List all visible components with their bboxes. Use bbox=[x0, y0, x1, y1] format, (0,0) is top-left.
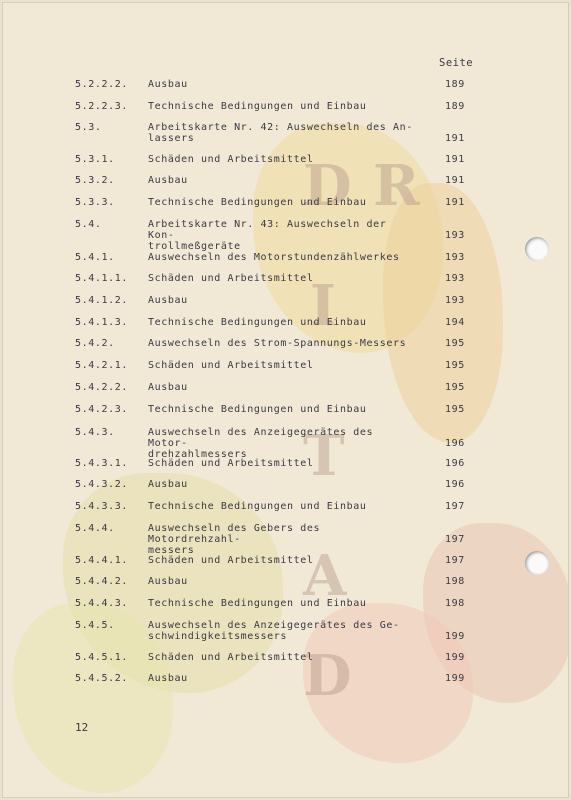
toc-entry-page: 191 bbox=[445, 133, 465, 144]
toc-entry-page: 189 bbox=[445, 101, 465, 112]
toc-entry-title: Arbeitskarte Nr. 42: Auswechseln des An- lassers bbox=[148, 122, 413, 144]
watermark-letter: T bbox=[303, 423, 345, 489]
toc-entry-page: 191 bbox=[445, 175, 465, 186]
toc-entry-page: 197 bbox=[445, 534, 465, 545]
toc-entry-title: Ausbau bbox=[148, 576, 188, 587]
toc-entry-number: 5.2.2.2. bbox=[75, 79, 128, 90]
toc-entry-title: Ausbau bbox=[148, 295, 188, 306]
toc-entry-number: 5.4. bbox=[75, 219, 102, 230]
toc-entry-page: 191 bbox=[445, 197, 465, 208]
toc-entry-title: Auswechseln des Strom-Spannungs-Messers bbox=[148, 338, 407, 349]
toc-entry-page: 193 bbox=[445, 230, 465, 241]
page-number: 12 bbox=[75, 721, 89, 734]
toc-entry-page: 197 bbox=[445, 501, 465, 512]
toc-entry-title: Ausbau bbox=[148, 382, 188, 393]
toc-entry-number: 5.3. bbox=[75, 122, 102, 133]
toc-entry-title: Technische Bedingungen und Einbau bbox=[148, 404, 367, 415]
toc-entry-title: Schäden und Arbeitsmittel bbox=[148, 652, 314, 663]
toc-entry-page: 194 bbox=[445, 317, 465, 328]
toc-entry-number: 5.4.2. bbox=[75, 338, 115, 349]
toc-entry-number: 5.4.1. bbox=[75, 252, 115, 263]
toc-entry-number: 5.4.1.3. bbox=[75, 317, 128, 328]
toc-entry-number: 5.4.1.1. bbox=[75, 273, 128, 284]
toc-entry-number: 5.4.3.2. bbox=[75, 479, 128, 490]
toc-entry-page: 195 bbox=[445, 360, 465, 371]
toc-entry-page: 195 bbox=[445, 404, 465, 415]
toc-entry-page: 195 bbox=[445, 382, 465, 393]
toc-entry-number: 5.4.3. bbox=[75, 427, 115, 438]
toc-entry-page: 193 bbox=[445, 273, 465, 284]
toc-entry-page: 189 bbox=[445, 79, 465, 90]
watermark-letter: D bbox=[303, 153, 352, 219]
toc-entry-number: 5.4.2.2. bbox=[75, 382, 128, 393]
toc-entry-page: 197 bbox=[445, 555, 465, 566]
toc-entry-number: 5.4.3.3. bbox=[75, 501, 128, 512]
toc-entry-number: 5.4.5. bbox=[75, 620, 115, 631]
toc-entry-number: 5.4.1.2. bbox=[75, 295, 128, 306]
toc-entry-number: 5.4.4.2. bbox=[75, 576, 128, 587]
toc-entry-number: 5.4.4. bbox=[75, 523, 115, 534]
toc-entry-title: Auswechseln des Anzeigegerätes des Motor- drehzahlmessers bbox=[148, 427, 374, 460]
toc-entry-number: 5.3.3. bbox=[75, 197, 115, 208]
toc-entry-title: Technische Bedingungen und Einbau bbox=[148, 317, 367, 328]
toc-entry-page: 199 bbox=[445, 652, 465, 663]
toc-entry-page: 199 bbox=[445, 673, 465, 684]
toc-entry-title: Technische Bedingungen und Einbau bbox=[148, 501, 367, 512]
toc-entry-title: Ausbau bbox=[148, 673, 188, 684]
toc-entry-title: Auswechseln des Gebers des Motordrehzahl- messers bbox=[148, 523, 321, 556]
document-page bbox=[2, 2, 569, 798]
toc-entry-title: Ausbau bbox=[148, 479, 188, 490]
page-column-header: Seite bbox=[439, 57, 474, 69]
toc-entry-page: 196 bbox=[445, 479, 465, 490]
punch-hole bbox=[525, 551, 549, 575]
toc-entry-title: Technische Bedingungen und Einbau bbox=[148, 197, 367, 208]
toc-entry-page: 196 bbox=[445, 438, 465, 449]
toc-entry-title: Technische Bedingungen und Einbau bbox=[148, 598, 367, 609]
toc-entry-title: Schäden und Arbeitsmittel bbox=[148, 555, 314, 566]
toc-entry-number: 5.4.2.3. bbox=[75, 404, 128, 415]
toc-entry-number: 5.3.1. bbox=[75, 154, 115, 165]
toc-entry-title: Technische Bedingungen und Einbau bbox=[148, 101, 367, 112]
watermark-letter: I bbox=[309, 273, 337, 339]
toc-entry-page: 195 bbox=[445, 338, 465, 349]
toc-entry-page: 196 bbox=[445, 458, 465, 469]
toc-entry-title: Schäden und Arbeitsmittel bbox=[148, 360, 314, 371]
toc-entry-number: 5.4.4.3. bbox=[75, 598, 128, 609]
toc-entry-title: Ausbau bbox=[148, 175, 188, 186]
toc-entry-page: 198 bbox=[445, 576, 465, 587]
toc-entry-title: Schäden und Arbeitsmittel bbox=[148, 273, 314, 284]
toc-entry-title: Schäden und Arbeitsmittel bbox=[148, 458, 314, 469]
toc-entry-number: 5.4.4.1. bbox=[75, 555, 128, 566]
toc-entry-title: Auswechseln des Anzeigegerätes des Ge- schwindigkeitsmessers bbox=[148, 620, 400, 642]
toc-entry-number: 5.4.5.1. bbox=[75, 652, 128, 663]
toc-entry-page: 191 bbox=[445, 154, 465, 165]
toc-entry-number: 5.3.2. bbox=[75, 175, 115, 186]
watermark-letter: A bbox=[303, 543, 347, 609]
toc-entry-title: Ausbau bbox=[148, 79, 188, 90]
toc-entry-number: 5.4.5.2. bbox=[75, 673, 128, 684]
toc-entry-number: 5.4.3.1. bbox=[75, 458, 128, 469]
toc-entry-title: Auswechseln des Motorstundenzählwerkes bbox=[148, 252, 400, 263]
toc-entry-page: 193 bbox=[445, 252, 465, 263]
toc-entry-page: 199 bbox=[445, 631, 465, 642]
toc-entry-page: 198 bbox=[445, 598, 465, 609]
toc-entry-title: Arbeitskarte Nr. 43: Auswechseln der Kon- trollmeßgeräte bbox=[148, 219, 387, 252]
toc-entry-page: 193 bbox=[445, 295, 465, 306]
toc-entry-number: 5.2.2.3. bbox=[75, 101, 128, 112]
punch-hole bbox=[525, 237, 549, 261]
watermark-letter: D bbox=[303, 643, 352, 709]
watermark-letter: R bbox=[373, 153, 420, 219]
toc-entry-number: 5.4.2.1. bbox=[75, 360, 128, 371]
toc-entry-title: Schäden und Arbeitsmittel bbox=[148, 154, 314, 165]
